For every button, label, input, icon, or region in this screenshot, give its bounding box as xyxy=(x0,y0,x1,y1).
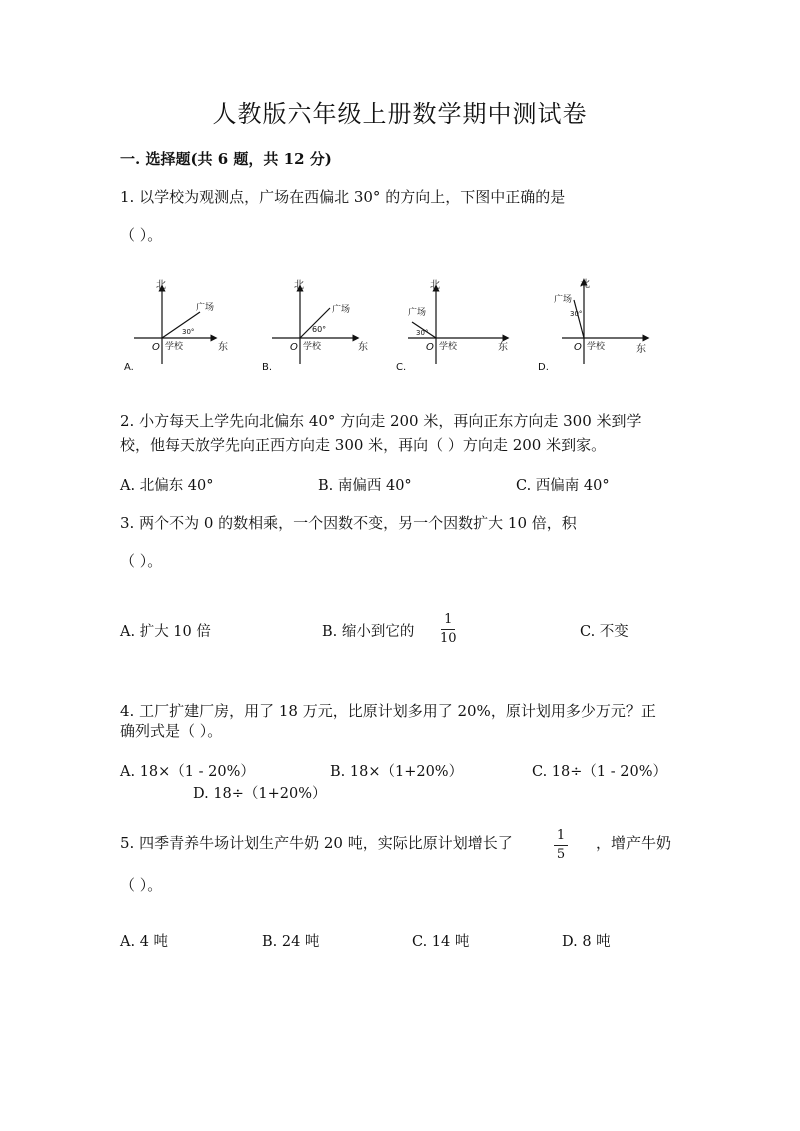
east-label: 东 xyxy=(218,342,228,353)
q5-blank: （ ）。 xyxy=(120,876,163,894)
school-label: 学校 xyxy=(439,342,458,352)
q1-blank: （ ）。 xyxy=(120,226,163,244)
q3-stem: 3. 两个不为 0 的数相乘，一个因数不变，另一个因数扩大 10 倍，积 xyxy=(120,514,577,532)
fraction-denominator: 10 xyxy=(440,631,457,646)
origin-label: O xyxy=(574,342,582,353)
fraction-denominator: 5 xyxy=(556,847,566,862)
school-label: 学校 xyxy=(587,342,606,352)
north-label: 北 xyxy=(580,279,590,290)
q4-option-d: D. 18÷（1+20%） xyxy=(193,786,327,802)
q2-option-a: A. 北偏东 40° xyxy=(120,478,214,494)
q1-diagram-b xyxy=(260,272,375,377)
option-letter: B. xyxy=(262,362,273,373)
fraction-bar xyxy=(441,629,455,630)
place-label: 广场 xyxy=(332,305,351,315)
q5-stem: 5. 四季青养牛场计划生产牛奶 20 吨，实际比原计划增长了 xyxy=(120,834,513,852)
q5-option-c: C. 14 吨 xyxy=(412,934,470,950)
option-letter: A. xyxy=(124,362,134,373)
fraction-bar xyxy=(554,845,568,846)
place-label: 广场 xyxy=(196,303,215,313)
q3-option-a: A. 扩大 10 倍 xyxy=(120,624,211,640)
option-letter: D. xyxy=(538,362,549,373)
angle-label: 60° xyxy=(312,325,327,334)
place-label: 广场 xyxy=(408,308,427,318)
option-letter: C. xyxy=(396,362,407,373)
q4-option-a: A. 18×（1 - 20%） xyxy=(120,764,255,780)
q5-option-a: A. 4 吨 xyxy=(120,934,169,950)
q2-stem-line2: 校，他每天放学先向正西方向走 300 米，再向（ ）方向走 200 米到家。 xyxy=(120,436,607,454)
q3-option-b: B. 缩小到它的 xyxy=(322,624,415,640)
q4-stem-line1: 4. 工厂扩建厂房，用了 18 万元，比原计划多用了 20%，原计划用多少万元？正 xyxy=(120,702,656,720)
angle-label: 30° xyxy=(182,328,195,336)
north-label: 北 xyxy=(294,280,304,291)
school-label: 学校 xyxy=(303,342,322,352)
origin-label: O xyxy=(290,342,298,353)
east-label: 东 xyxy=(636,344,646,355)
east-label: 东 xyxy=(358,342,368,353)
q5-fraction xyxy=(554,828,568,863)
q3-option-c: C. 不变 xyxy=(580,624,629,640)
q1-diagram-c xyxy=(394,272,509,377)
angle-label: 30° xyxy=(416,329,429,337)
north-label: 北 xyxy=(430,280,440,291)
origin-label: O xyxy=(426,342,434,353)
q2-option-b: B. 南偏西 40° xyxy=(318,478,412,494)
school-label: 学校 xyxy=(165,342,184,352)
fraction-numerator: 1 xyxy=(444,612,453,627)
place-label: 广场 xyxy=(554,295,573,305)
q2-stem-line1: 2. 小方每天上学先向北偏东 40° 方向走 200 米，再向正东方向走 300 米到学 xyxy=(120,412,642,430)
q5-stem-tail: ，增产牛奶 xyxy=(596,834,672,852)
q4-option-c: C. 18÷（1 - 20%） xyxy=(532,764,667,780)
east-label: 东 xyxy=(498,342,508,353)
angle-label: 30° xyxy=(570,310,583,318)
q5-option-d: D. 8 吨 xyxy=(562,934,611,950)
section-heading: 一. 选择题(共 6 题，共 12 分) xyxy=(120,150,332,168)
page-title: 人教版六年级上册数学期中测试卷 xyxy=(212,100,588,128)
fraction-numerator: 1 xyxy=(556,828,566,843)
q1-stem: 1. 以学校为观测点，广场在西偏北 30° 的方向上，下图中正确的是 xyxy=(120,188,566,206)
origin-label: O xyxy=(152,342,160,353)
north-label: 北 xyxy=(156,280,166,291)
q3-blank: （ ）。 xyxy=(120,552,163,570)
q4-stem-line2: 确列式是（ ）。 xyxy=(120,722,223,740)
q3-fraction xyxy=(440,612,457,647)
q1-diagram-d xyxy=(536,272,651,377)
q2-option-c: C. 西偏南 40° xyxy=(516,478,610,494)
q1-diagram-a xyxy=(122,272,237,377)
q4-option-b: B. 18×（1+20%） xyxy=(330,764,464,780)
q5-option-b: B. 24 吨 xyxy=(262,934,320,950)
